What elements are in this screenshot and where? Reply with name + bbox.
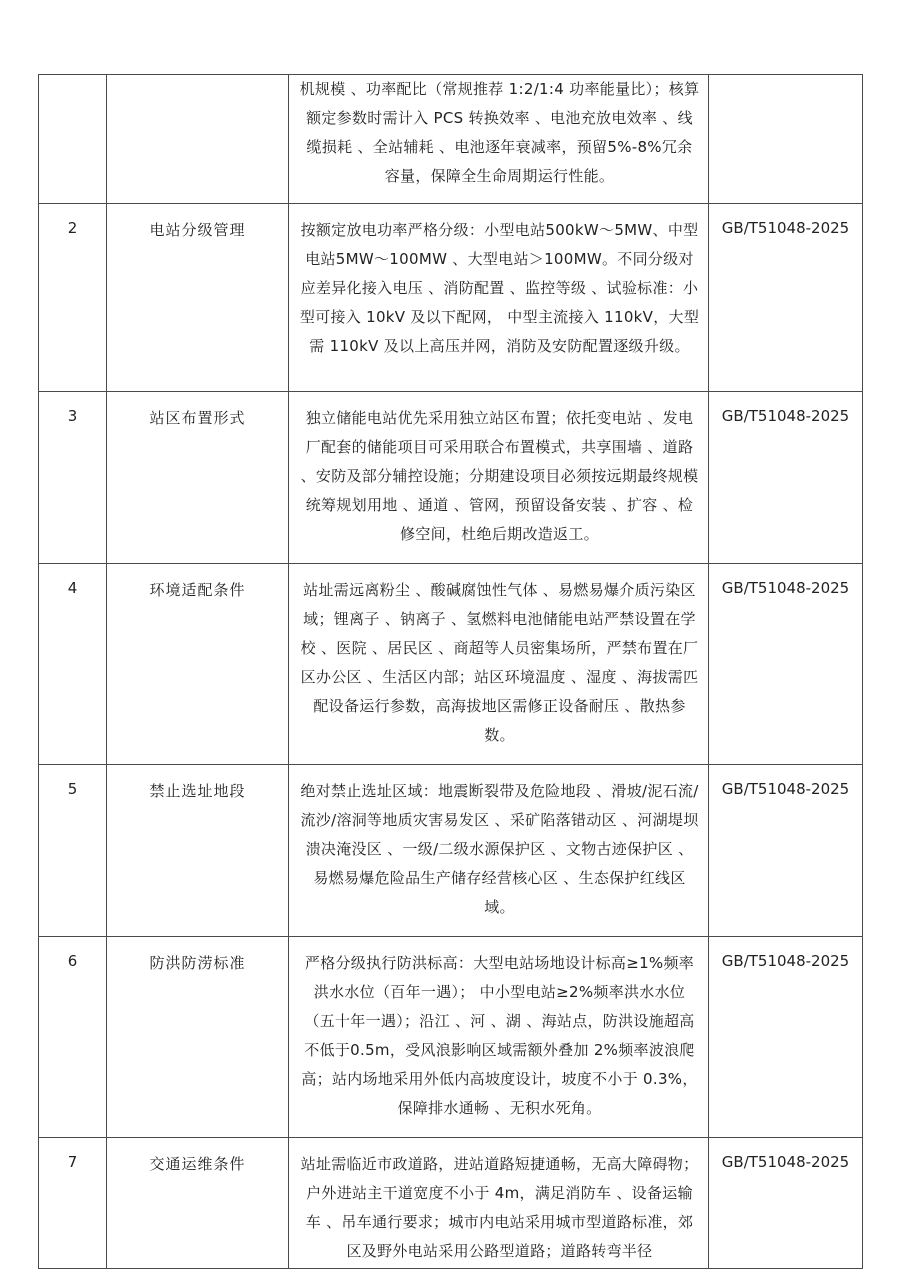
row-standard: GB/T51048-2025 [709,392,863,564]
row-standard: GB/T51048-2025 [709,1138,863,1269]
row-description: 机规模 、功率配比（常规推荐 1:2/1:4 功率能量比）；核算额定参数时需计入 PCS 转换效率 、电池充放电效率 、线缆损耗 、全站辅耗 、电池逐年衰减率，预留5%-8%冗余容量，保障全生命周期运行性能。 [289,75,709,204]
table-row [39,937,863,1138]
row-description: 站址需临近市政道路，进站道路短捷通畅，无高大障碍物；户外进站主干道宽度不小于 4m，满足消防车 、设备运输车 、吊车通行要求；城市内电站采用城市型道路标准，郊区及野外电站采用公路型道路；道路转弯半径 [289,1138,709,1269]
row-number: 7 [39,1138,107,1269]
row-number: 6 [39,937,107,1138]
row-item [107,75,289,204]
row-description: 独立储能电站优先采用独立站区布置；依托变电站 、发电厂配套的储能项目可采用联合布置模式，共享围墙 、道路 、安防及部分辅控设施；分期建设项目必须按远期最终规模统筹规划用地 、通道 、管网，预留设备安装 、扩容 、检修空间，杜绝后期改造返工。 [289,392,709,564]
row-description: 站址需远离粉尘 、酸碱腐蚀性气体 、易燃易爆介质污染区域；锂离子 、钠离子 、氢燃料电池储能电站严禁设置在学校 、医院 、居民区 、商超等人员密集场所，严禁布置在厂区办公区 、生活区内部；站区环境温度 、湿度 、海拔需匹配设备运行参数，高海拔地区需修正设备耐压 、散热参数。 [289,564,709,765]
row-number [39,75,107,204]
row-number: 3 [39,392,107,564]
table-row [39,765,863,937]
row-description: 按额定放电功率严格分级：小型电站500kW～5MW、中型电站5MW～100MW 、大型电站＞100MW。不同分级对应差异化接入电压 、消防配置 、监控等级 、试验标准：小型可接入 10kV 及以下配网， 中型主流接入 110kV，大型需 110kV 及以上高压并网，消防及安防配置逐级升级。 [289,204,709,392]
table-row [39,1138,863,1269]
row-number: 4 [39,564,107,765]
row-standard: GB/T51048-2025 [709,937,863,1138]
standards-table [38,74,863,1269]
row-standard: GB/T51048-2025 [709,564,863,765]
row-description: 严格分级执行防洪标高：大型电站场地设计标高≥1%频率洪水水位（百年一遇）； 中小型电站≥2%频率洪水水位（五十年一遇）；沿江 、河 、湖 、海站点，防洪设施超高不低于0.5m，受风浪影响区域需额外叠加 2%频率波浪爬高；站内场地采用外低内高坡度设计，坡度不小于 0.3%，保障排水通畅 、无积水死角。 [289,937,709,1138]
row-standard: GB/T51048-2025 [709,765,863,937]
table-row [39,75,863,204]
row-number: 5 [39,765,107,937]
table-row [39,564,863,765]
row-item: 电站分级管理 [107,204,289,392]
row-standard: GB/T51048-2025 [709,204,863,392]
row-item: 环境适配条件 [107,564,289,765]
row-standard [709,75,863,204]
row-item: 站区布置形式 [107,392,289,564]
table-row [39,392,863,564]
row-number: 2 [39,204,107,392]
row-item: 禁止选址地段 [107,765,289,937]
table-row [39,204,863,392]
row-item: 交通运维条件 [107,1138,289,1269]
row-item: 防洪防涝标准 [107,937,289,1138]
row-description: 绝对禁止选址区域：地震断裂带及危险地段 、滑坡/泥石流/流沙/溶洞等地质灾害易发区 、采矿陷落错动区 、河湖堤坝溃决淹没区 、一级/二级水源保护区 、文物古迹保护区 、易燃易爆危险品生产储存经营核心区 、生态保护红线区域。 [289,765,709,937]
